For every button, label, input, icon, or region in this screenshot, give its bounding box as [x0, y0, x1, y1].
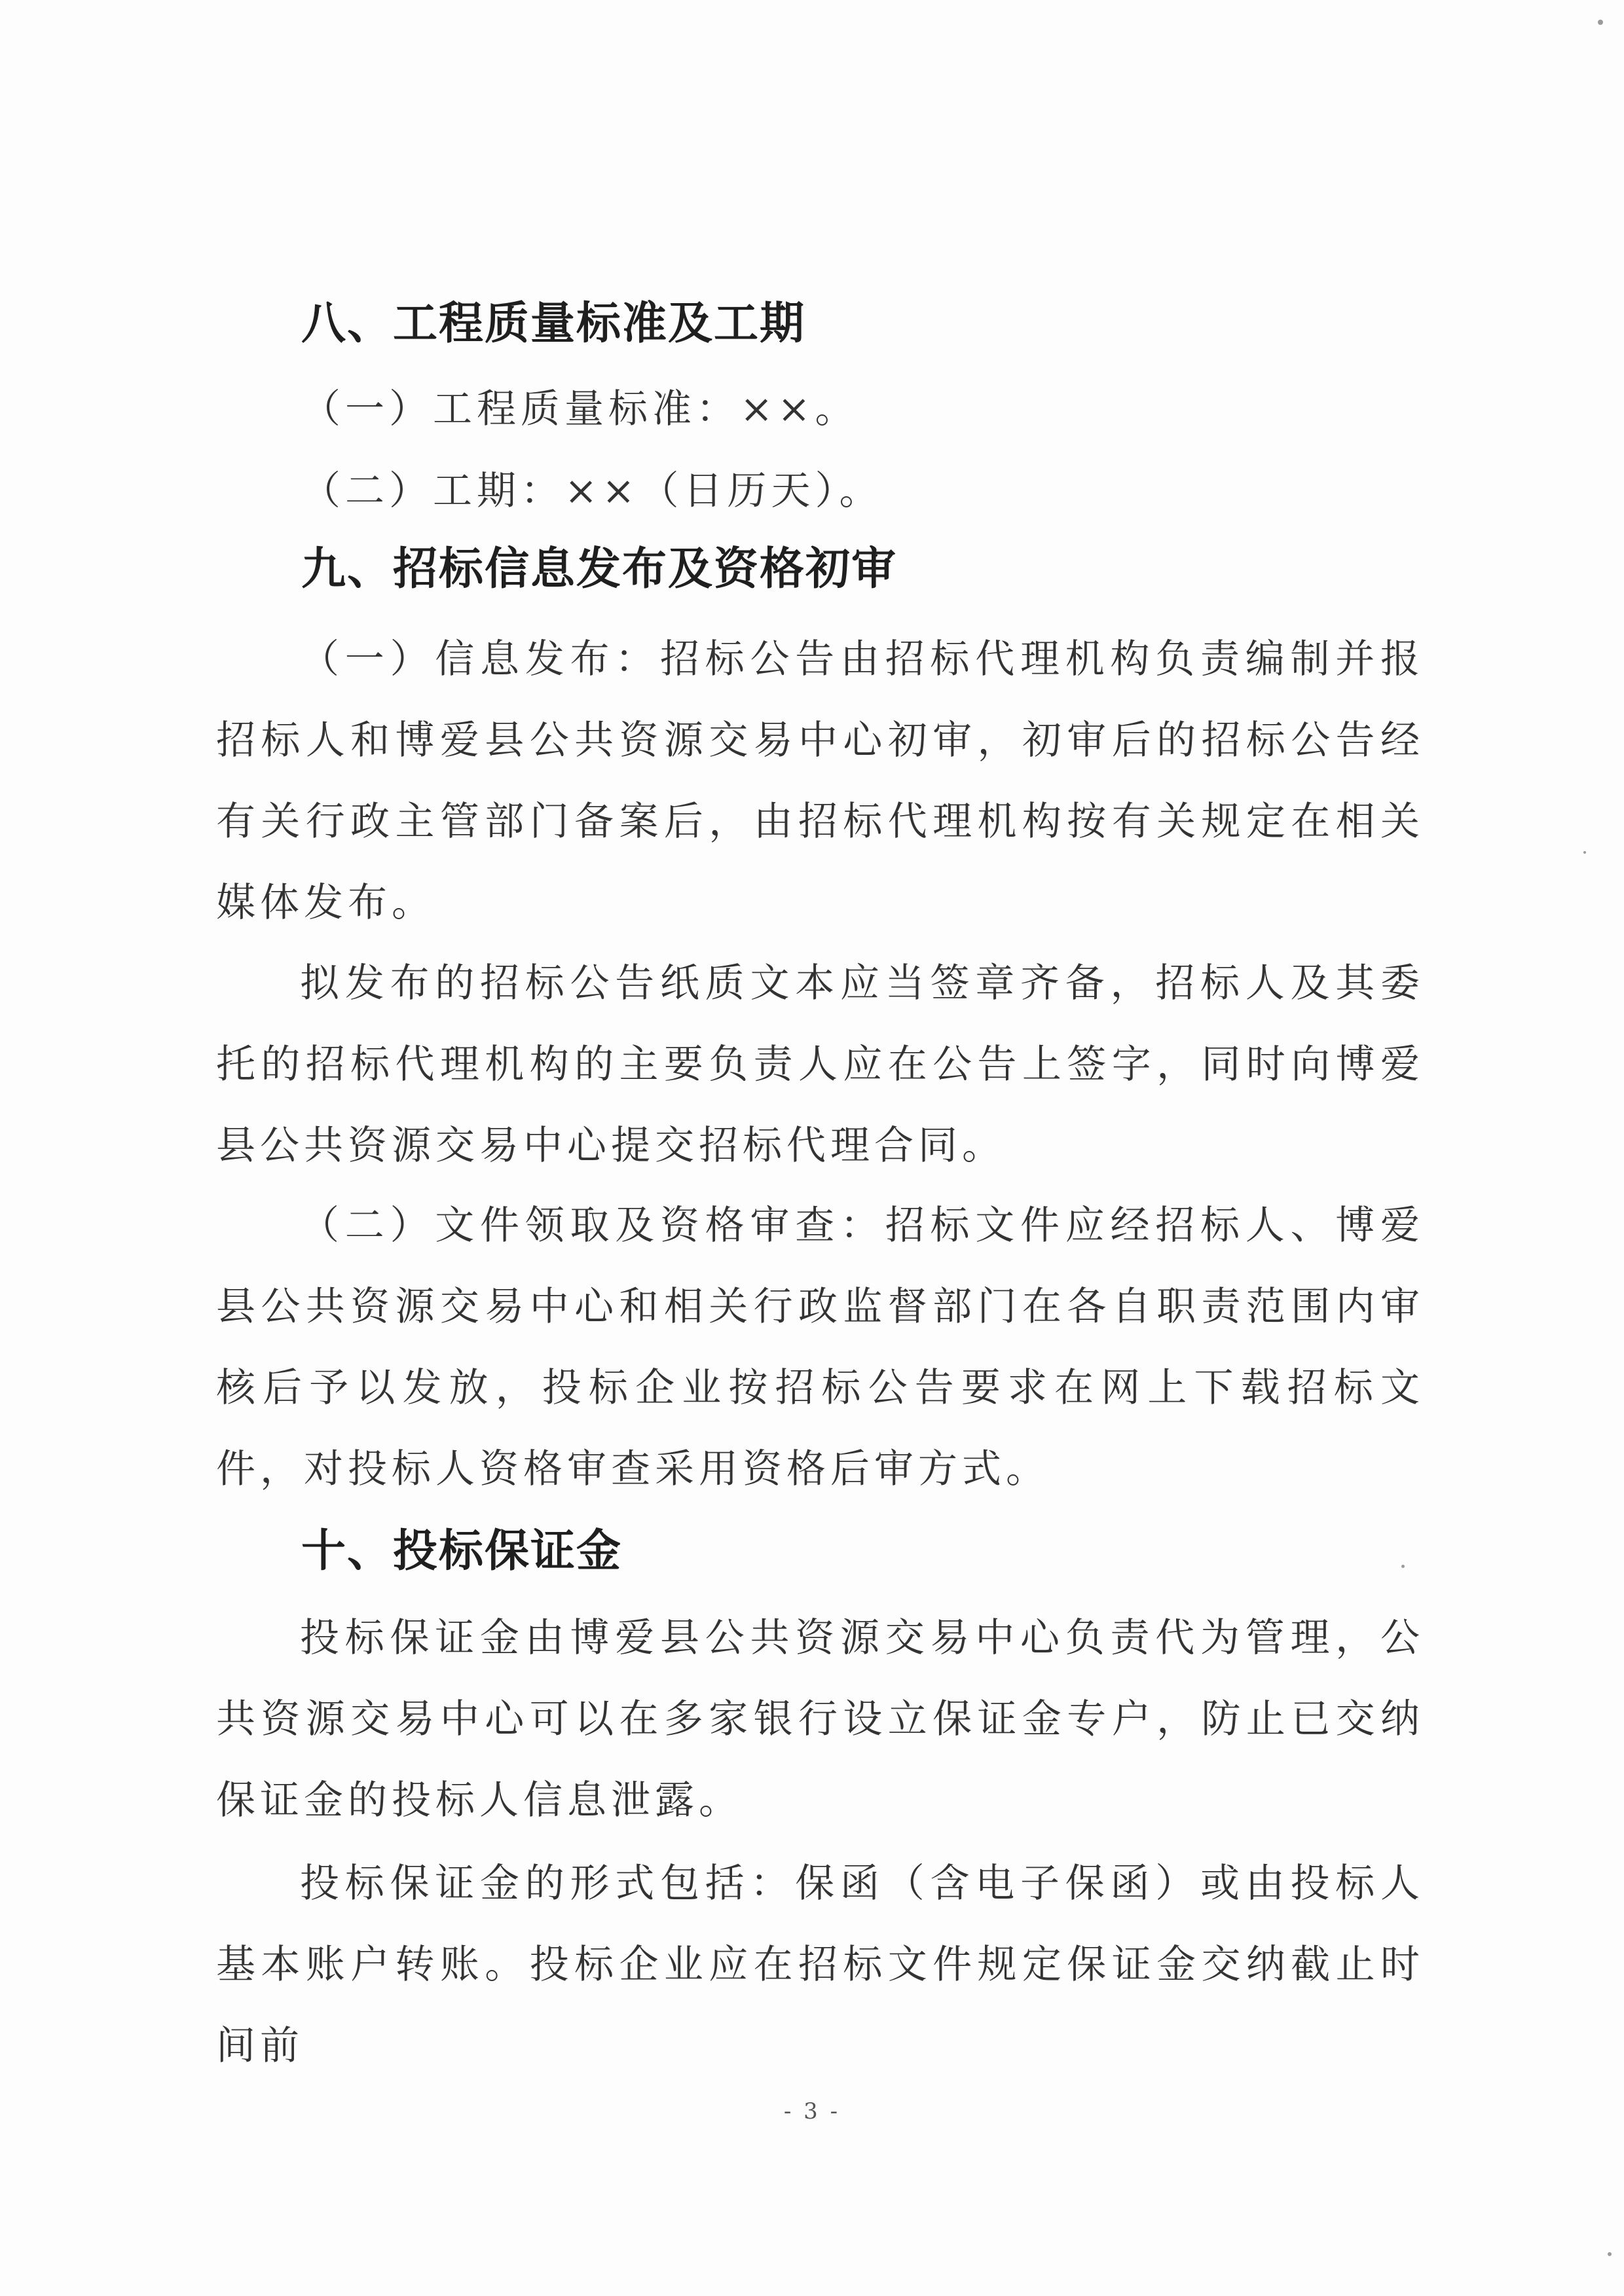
section-10-paragraph-1: 投标保证金由博爱县公共资源交易中心负责代为管理，公共资源交易中心可以在多家银行设立保证金专户，防止已交纳保证金的投标人信息泄露。 [216, 1615, 1424, 1823]
section-8-item-2: （二）工期：××（日历天）。 [301, 468, 883, 514]
section-9-paragraph-1: （一）信息发布：招标公告由招标代理机构负责编制并报招标人和博爱县公共资源交易中心初审，初审后的招标公告经有关行政主管部门备案后，由招标代理机构按有关规定在相关媒体发布。 [216, 636, 1424, 926]
scan-speck [1598, 20, 1603, 25]
scan-speck [1608, 2252, 1612, 2256]
section-10-paragraph-2: 投标保证金的形式包括：保函（含电子保函）或由投标人基本账户转账。投标企业应在招标文件规定保证金交纳截止时间前 [216, 1861, 1424, 2069]
scan-speck [1583, 851, 1586, 854]
section-9-heading: 九、招标信息发布及资格初审 [301, 543, 898, 595]
section-9-paragraph-3: （二）文件领取及资格审查：招标文件应经招标人、博爱县公共资源交易中心和相关行政监督部门在各自职责范围内审核后予以发放，投标企业按招标公告要求在网上下载招标文件，对投标人资格审查采用资格后审方式。 [216, 1203, 1424, 1492]
section-9-paragraph-2: 拟发布的招标公告纸质文本应当签章齐备，招标人及其委托的招标代理机构的主要负责人应在公告上签字，同时向博爱县公共资源交易中心提交招标代理合同。 [216, 960, 1424, 1169]
page-number: - 3 - [783, 2098, 841, 2124]
section-8-item-1: （一）工程质量标准：××。 [301, 386, 859, 432]
section-8-heading: 八、工程质量标准及工期 [301, 298, 806, 350]
section-10-heading: 十、投标保证金 [301, 1525, 623, 1577]
scan-speck [1401, 1565, 1405, 1568]
